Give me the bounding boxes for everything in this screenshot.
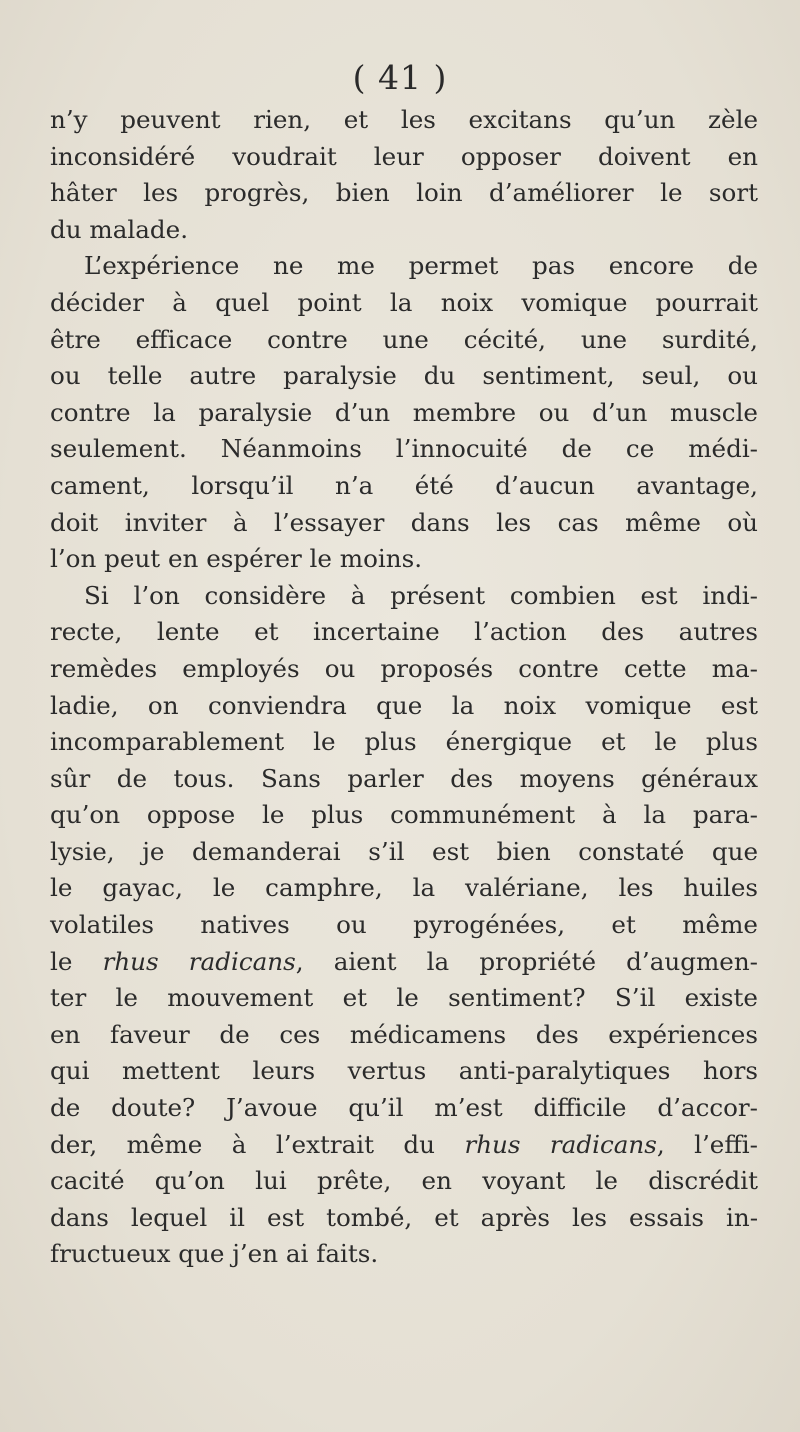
text-line-prefix: le	[50, 946, 103, 976]
italic-term: rhus radicans	[464, 1129, 657, 1159]
text-line: qu’on oppose le plus communément à la para-	[50, 800, 758, 830]
body-text	[50, 102, 758, 1273]
text-line: recte, lente et incertaine l’action des autres	[50, 617, 758, 647]
text-line: doit inviter à l’essayer dans les cas même où	[50, 507, 758, 537]
text-line: qui mettent leurs vertus anti-paralytiques hors	[50, 1056, 758, 1086]
text-line	[50, 944, 758, 981]
text-line: n’y peuvent rien, et les excitans qu’un zèle	[50, 105, 758, 134]
text-line: cament, lorsqu’il n’a été d’aucun avantage,	[50, 470, 758, 500]
page-number: ( 41 )	[352, 58, 448, 97]
text-line: fructueux que j’en ai faits.	[50, 1239, 379, 1269]
text-line: l’on peut en espérer le moins.	[50, 544, 423, 574]
text-line: volatiles natives ou pyrogénées, et même	[50, 910, 758, 940]
text-line: inconsidéré voudrait leur opposer doivent en	[50, 141, 758, 171]
text-line: ter le mouvement et le sentiment? S’il existe	[50, 983, 758, 1013]
text-line: de doute? J’avoue qu’il m’est difficile d’accor-	[50, 1093, 758, 1123]
italic-term: rhus radicans	[102, 946, 296, 976]
text-line: seulement. Néanmoins l’innocuité de ce médi-	[50, 434, 758, 464]
text-line: L’expérience ne me permet pas encore de	[84, 251, 758, 281]
text-line-suffix: , aient la propriété d’augmen-	[295, 946, 758, 976]
text-line-prefix: der, même à l’extrait du	[50, 1129, 465, 1159]
text-line-suffix: , l’effi-	[656, 1129, 758, 1159]
text-line: Si l’on considère à présent combien est indi-	[84, 580, 758, 610]
text-line: hâter les progrès, bien loin d’améliorer le sort	[50, 178, 758, 208]
text-line: ladie, on conviendra que la noix vomique est	[50, 690, 758, 720]
text-line: décider à quel point la noix vomique pourrait	[50, 287, 758, 317]
text-line: cacité qu’on lui prête, en voyant le discrédit	[50, 1166, 758, 1196]
text-line	[50, 1127, 758, 1164]
text-line: dans lequel il est tombé, et après les essais in-	[50, 1202, 758, 1232]
text-line: remèdes employés ou proposés contre cette ma-	[50, 653, 758, 683]
text-line: être efficace contre une cécité, une surdité,	[50, 324, 758, 354]
text-line: le gayac, le camphre, la valériane, les huiles	[50, 873, 758, 903]
text-line: incomparablement le plus énergique et le plus	[50, 727, 758, 757]
text-line: en faveur de ces médicamens des expériences	[50, 1019, 758, 1049]
text-line: contre la paralysie d’un membre ou d’un muscle	[50, 397, 758, 427]
text-line: lysie, je demanderai s’il est bien constaté que	[50, 836, 758, 866]
text-line: sûr de tous. Sans parler des moyens généraux	[50, 763, 758, 793]
text-line: du malade.	[50, 214, 189, 244]
text-line: ou telle autre paralysie du sentiment, seul, ou	[50, 361, 758, 391]
